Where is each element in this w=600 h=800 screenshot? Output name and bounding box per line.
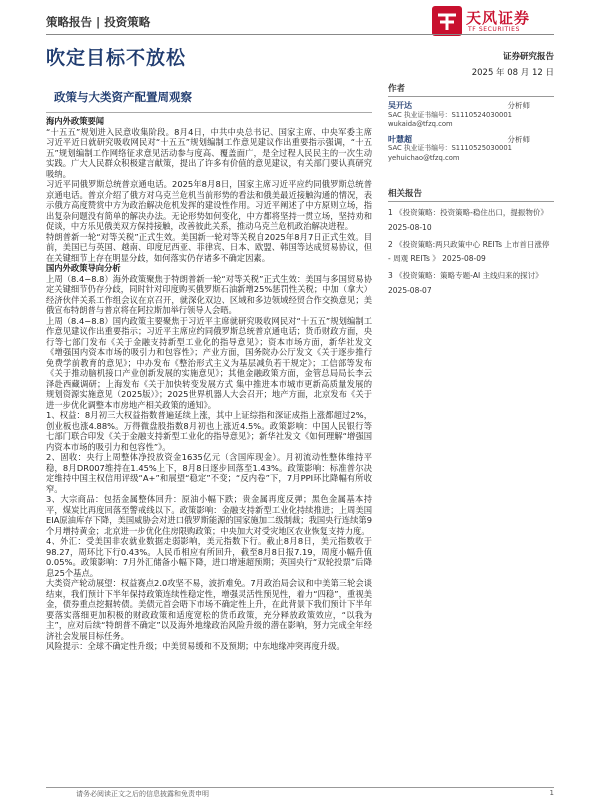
analyst-card [388, 135, 554, 164]
analyst-role: 分析师 [507, 134, 530, 144]
header-divider [46, 34, 554, 35]
report-category: 策略报告 | 投资策略 [46, 15, 151, 29]
risk-note: 风险提示：全球不确定性升级；中美贸易缓和不及预期；中东地缘冲突再度升级。 [46, 641, 345, 651]
paragraph: 2、固收：央行上周整体净投放资金1635亿元（含国库现金）。月初流动性整体维持平稳，8月DR007维持在1.45%上下，8月8日逐步回落至1.43%。政策影响：标准普尔决定维持中国主权信用评级“A+”和展望“稳定”不变；“反内卷”下，7月PPI环比降幅有所收窄。 [46, 452, 372, 494]
report-type: 证券研究报告 [502, 52, 554, 62]
sidebar [388, 82, 554, 301]
footer-divider [46, 787, 554, 788]
related-report-link[interactable]: 1 《投资策略：投资策略-稳住出口，提振物价》 2025-08-10 [388, 208, 548, 232]
analyst-card [388, 101, 554, 130]
analyst-email[interactable]: yehuichao@tfzq.com [388, 153, 460, 162]
analyst-name: 吴开达 [388, 101, 412, 110]
paragraph: 上周（8.4−8.8）国内政策主要聚焦于习近平主席就研究吸收网民对“十五五”规划编制工作意见建议作出重要指示；习近平主席应约同俄罗斯总统普京通电话；货币财政方面，央行等七部门发布《关于金融支持新型工业化的指导意见》；资本市场方面，新华社发文《增强国内资本市场的吸引力和包容性》；产业方面，国务院办公厅发文《关于逐步推行免费学前教育的意见》；中办发布《整治形式主义为基层减负若干规定》；工信部等发布《关于推动脑机接口产业创新发展的实施意见》；其他金融政策方面，金管总局局长李云泽赴西藏调研；上海发布《关于加快转变发展方式 集中推进本市城市更新高质量发展的规划资源实施意见（2025版）》；2025世界机器人大会召开；地产方面，北京发布《关于进一步优化调整本市房地产相关政策的通知》。 [46, 315, 372, 410]
paragraph: 1、权益：8月初三大权益指数普遍延续上涨，其中上证综指和深证成指上涨都超过2%，创业板也涨4.88%。万得微盘股指数8月初也上涨近4.5%。政策影响：中国人民银行等七部门联合印发《关于金融支持新型工业化的指导意见》；新华社发文《如何理解“增强国内资本市场的吸引力和包容性”》。 [46, 410, 372, 452]
logo-text-cn: 天风证券 [466, 9, 531, 27]
section-heading: 海内外政策要闻 [46, 116, 105, 126]
logo-text-en: TF SECURITIES [468, 26, 520, 33]
analyst-cert: SAC 执业证书编号：S1110524030001 [388, 110, 512, 119]
paragraph: 大类资产轮动展望：权益赛点2.0攻坚不易，波折难免。7月政治局会议和中美第三轮会谈结束，我们预计下半年保持政策连续性稳定性，增强灵活性预见性，着力“四稳”，重视美金，债券重点挖掘转债。美债元首会晤下市场不确定性上升，在此背景下我们预计下半年要落实落细更加积极的财政政策和适度宽松的货币政策，充分释放政策效应，“以我为主”，应对后续“特朗普不确定”以及海外地缘政治风险升级的潜在影响，努力完成全年经济社会发展目标任务。 [46, 578, 372, 641]
related-report-link[interactable]: 3 《投资策略：策略专题-AI 主线归来的探讨》 2025-08-07 [388, 271, 543, 295]
analyst-email[interactable]: wukaida@tfzq.com [388, 120, 453, 128]
report-body [46, 116, 372, 652]
report-subtitle: 政策与大类资产配置周观察 [54, 90, 192, 104]
analyst-cert: SAC 执业证书编号：S1110525030001 [388, 144, 512, 152]
report-date: 2025 年 08 月 12 日 [471, 68, 554, 78]
paragraph: “十五五”规划进入民意收集阶段。8月4日，中共中央总书记、国家主席、中央军委主席习近平近日就研究吸收网民对“十五五”规划编制工作意见建议作出重要指示强调，“十五五”规划编制工作网络征求意见活动参与度高、覆盖面广，是全过程人民民主的一次生动实践。广大人民群众积极建言献策，提出了许多有价值的意见建议，有关部门要认真研究吸纳。 [46, 126, 372, 179]
analyst-role: 分析师 [507, 101, 530, 110]
subtitle-divider [46, 112, 372, 113]
paragraph: 特朗普新一轮“对等关税”正式生效。美国新一轮对等关税自2025年8月7日正式生效。目前，美国已与英国、越南、印度尼西亚、菲律宾、日本、欧盟、韩国等达成贸易协议，但在关键细节上存在明显分歧，如何落实仍存诸多不确定因素。 [46, 231, 372, 263]
paragraph: 3、大宗商品：包括金属整体回升：原油小幅下跌；贵金属再度反弹；黑色金属基本持平，煤炭比再度回落至警戒线以下。政策影响：金融支持新型工业化持续推进；上周美国EIA原油库存下降，美国威胁会对进口俄罗斯能源的国家施加二级制裁；我国央行连续第9个月增持黄金；北京进一步优化住房限购政策；中央加大对受灾地区农业恢复支持力度。 [46, 494, 372, 536]
related-report-link[interactable]: 2 《投资策略:两只政策中心 REITs 上市首日涨停 - 周观 REITs 》 2025-08-09 [388, 239, 550, 264]
paragraph: 习近平同俄罗斯总统普京通电话。2025年8月8日，国家主席习近平应约同俄罗斯总统普京通电话。普京介绍了俄方对乌克兰危机当前形势的看法和俄美最近接触沟通的情况，表示俄方高度赞赏中方为政治解决危机发挥的建设性作用。习近平阐述了中方原则立场，指出复杂问题没有简单的解决办法。无论形势如何变化，中方都将坚持一贯立场，坚持劝和促谈，中方乐见俄美双方保持接触，改善彼此关系，推动乌克兰危机政治解决进程。 [46, 179, 372, 231]
related-reports-heading: 相关报告 [388, 187, 554, 202]
paragraph: 上周（8.4−8.8）海外政策聚焦于特朗普新一轮“对等关税”正式生效：美国与多国贸易协定关键细节仍存分歧，同时针对印度购买俄罗斯石油新增25%惩罚性关税；中加（拿大）经济伙伴关系工作组会议在京召开，就深化双边、区域和多边领域经贸合作交换意见；美俄宣布特朗普与普京将在阿拉斯加举行领导人会晤。 [46, 273, 372, 315]
authors-heading: 作者 [388, 82, 554, 97]
footer-disclaimer: 请务必阅读正文之后的信息披露和免责申明 [76, 790, 209, 798]
analyst-name: 叶慧超 [388, 134, 412, 144]
paragraph: 4、外汇：受美国非农就业数据走弱影响，美元指数下行。截止8月8日，美元指数收于98.27，周环比下行0.43%。人民币相应有所回升，截至8月8日报7.19，周度小幅升值0.05%。政策影响：7月外汇储备小幅下降，进口增速超预期；英国央行“双轮投票”后降息25个基点。 [46, 536, 372, 578]
page-number: 1 [549, 789, 554, 797]
report-title: 吹定目标不放松 [46, 47, 187, 69]
section-heading: 国内外政策导向分析 [46, 263, 121, 273]
tf-logo-icon [432, 6, 462, 36]
